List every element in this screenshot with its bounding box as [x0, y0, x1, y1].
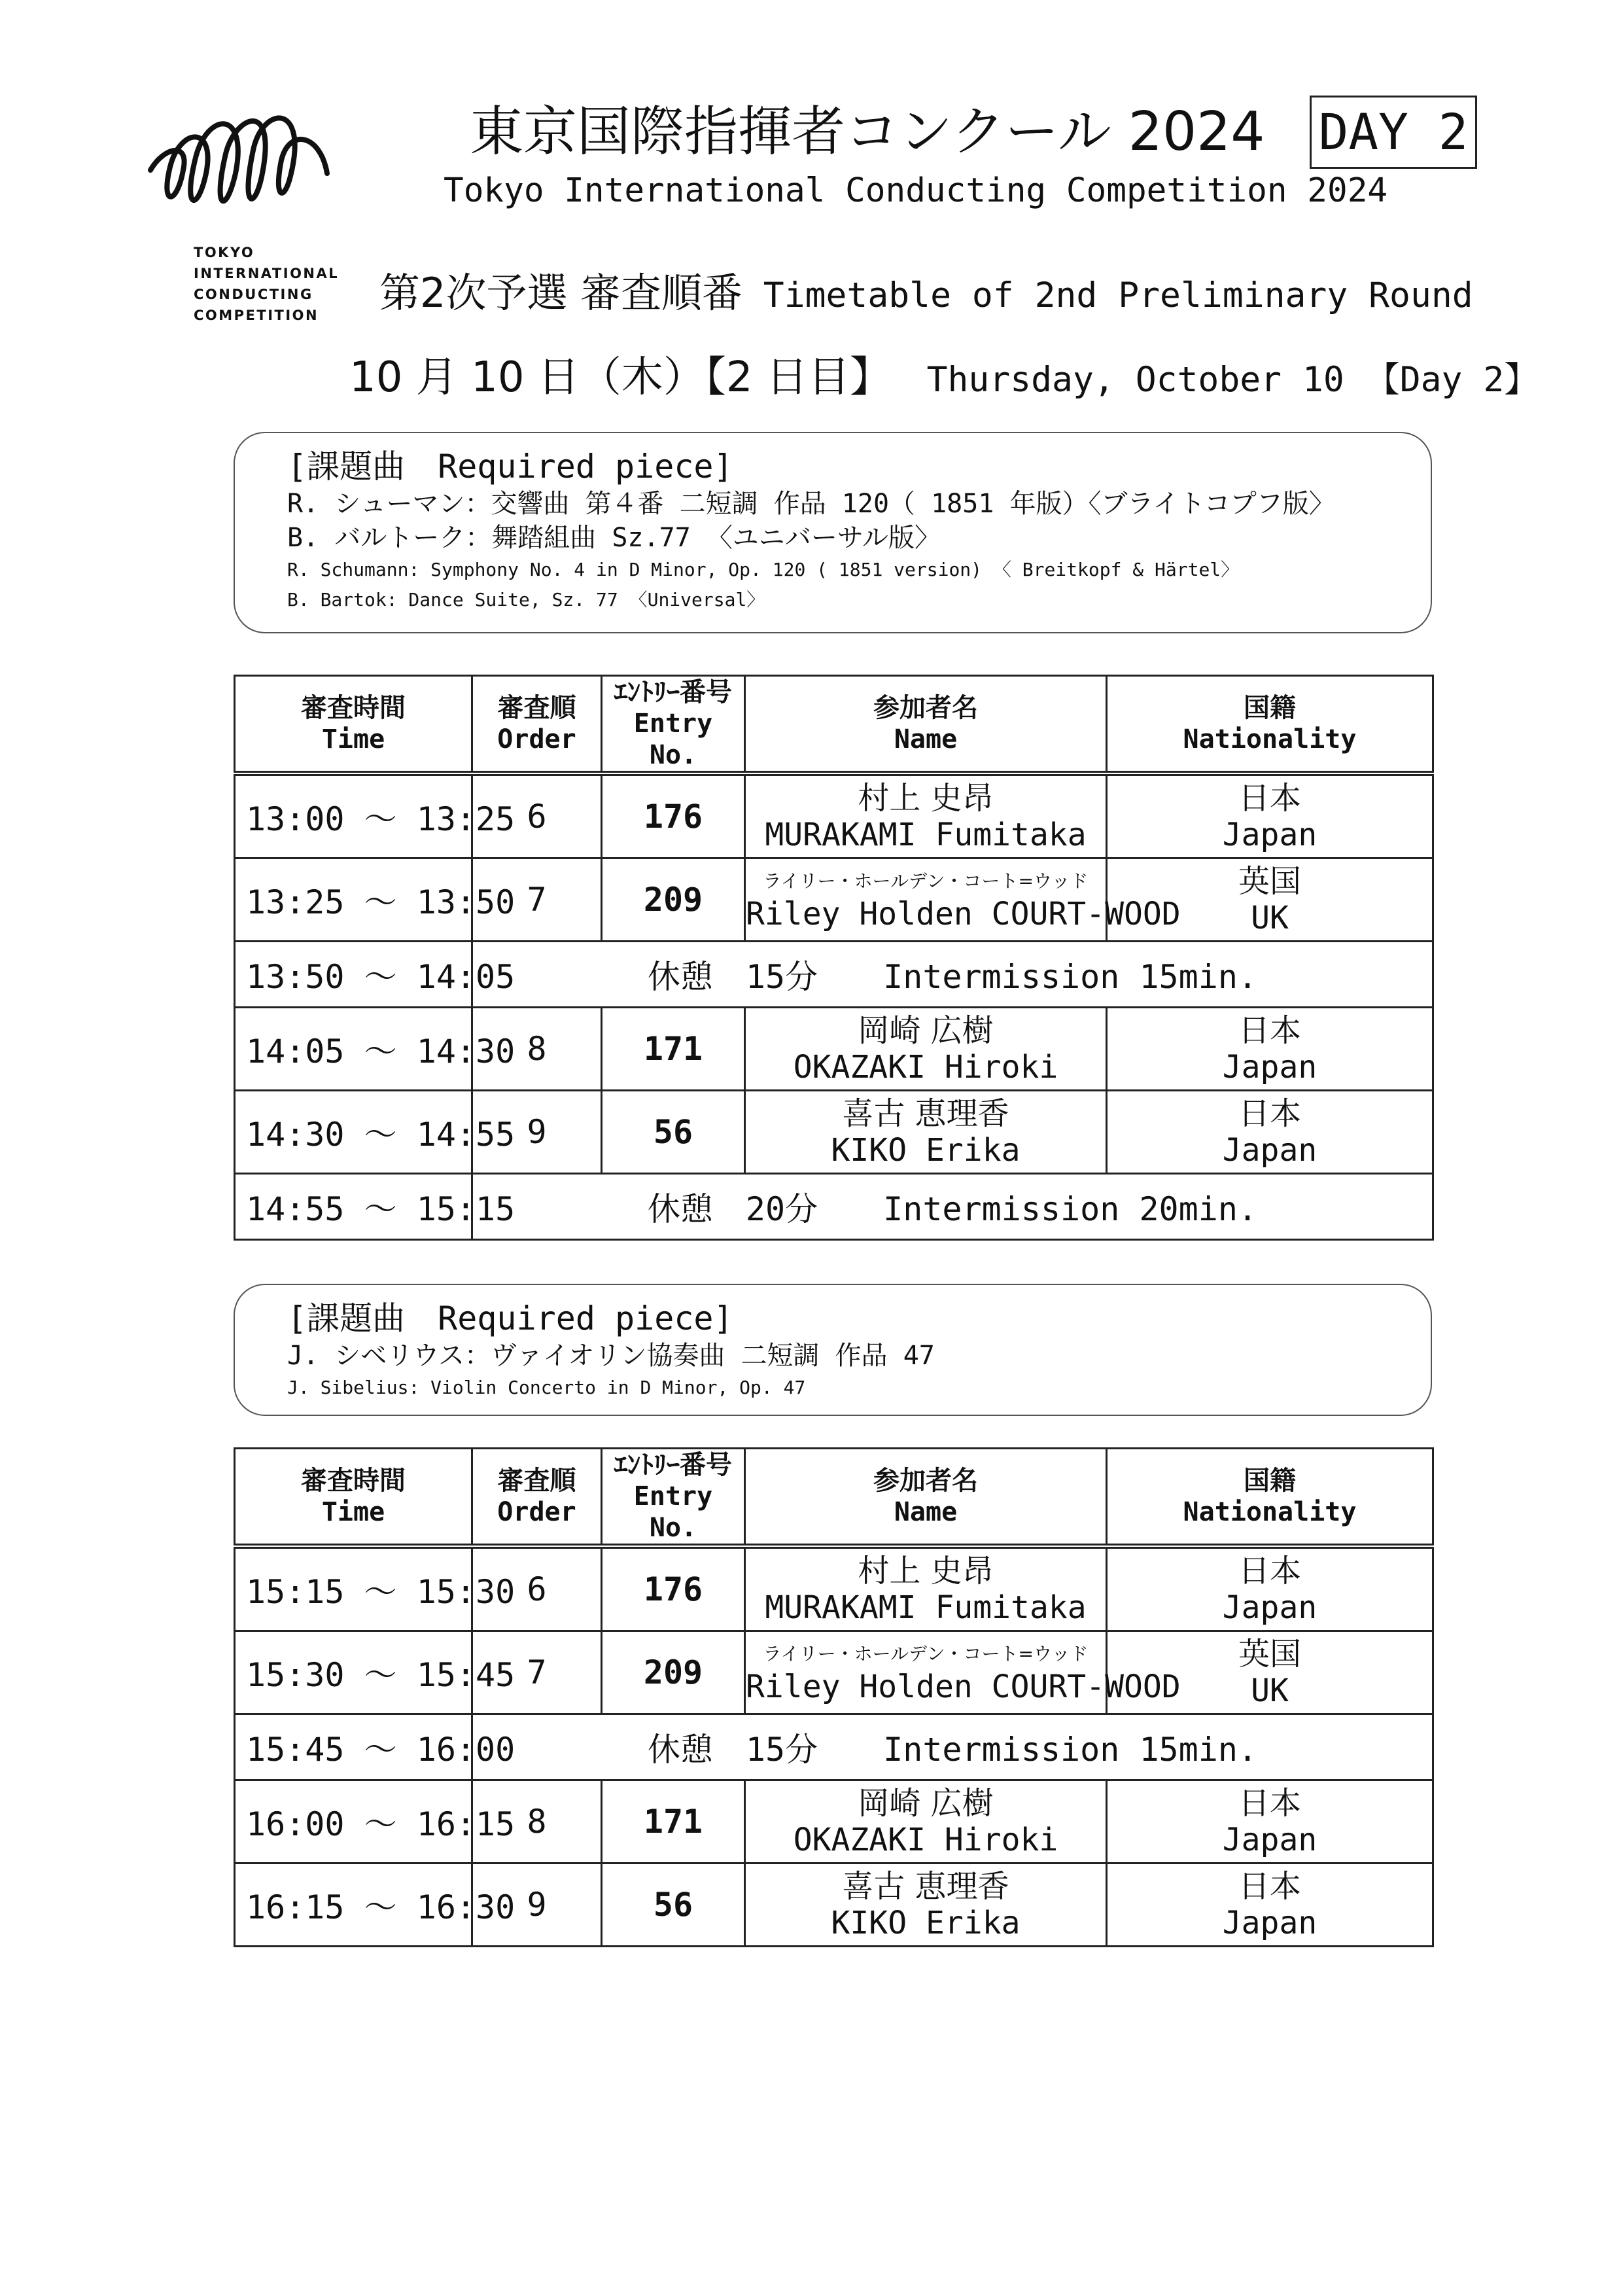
col-header-time	[235, 676, 472, 774]
header-label: 国籍	[1244, 693, 1296, 723]
nationality-japanese: 英国	[1238, 1636, 1301, 1672]
page-title-english: Tokyo International Conducting Competition 2024	[444, 171, 1388, 210]
header-label: 審査時間	[301, 693, 406, 723]
header-label: Nationality	[1183, 724, 1357, 754]
header-label: 参加者名	[873, 1466, 978, 1496]
intermission-row	[235, 942, 1433, 1008]
header-label: Order	[497, 1497, 576, 1527]
entry-cell: 209	[602, 858, 745, 942]
timetable-session2	[234, 1447, 1434, 1947]
header-label: Name	[894, 724, 958, 754]
header-label: 審査時間	[301, 1466, 406, 1496]
col-header-name	[745, 1449, 1107, 1547]
intermission-row	[235, 1174, 1433, 1240]
nationality-japanese: 日本	[1238, 1095, 1301, 1132]
header-label: ｴﾝﾄﾘｰ番号	[614, 1450, 732, 1480]
name-cell	[745, 773, 1107, 858]
intermission-cell: 休憩 15分 Intermission 15min.	[472, 1714, 1433, 1780]
name-cell	[745, 858, 1181, 942]
logo-line: COMPETITION	[194, 308, 319, 323]
nationality-cell	[1107, 1091, 1433, 1174]
order-cell: 7	[472, 858, 602, 942]
table-header-row	[235, 676, 1433, 774]
time-cell: 16:15 ～ 16:30	[235, 1863, 472, 1947]
nationality-cell	[1107, 1008, 1433, 1091]
name-japanese: 岡崎 広樹	[858, 1785, 994, 1822]
name-japanese: 岡崎 広樹	[858, 1012, 994, 1049]
nationality-japanese: 日本	[1238, 780, 1301, 817]
header-label: Entry No.	[633, 709, 713, 770]
entry-cell: 171	[602, 1008, 745, 1091]
name-cell	[745, 1091, 1107, 1174]
intermission-cell: 休憩 20分 Intermission 20min.	[472, 1174, 1433, 1240]
time-cell: 13:00 ～ 13:25	[235, 773, 472, 858]
order-cell: 7	[472, 1631, 602, 1714]
nationality-cell	[1107, 773, 1433, 858]
page-title-japanese: 東京国際指揮者コンクール 2024	[470, 101, 1265, 163]
name-english: Riley Holden COURT-WOOD	[746, 896, 1181, 932]
nationality-english: Japan	[1222, 1049, 1318, 1086]
name-english: OKAZAKI Hiroki	[793, 1049, 1058, 1086]
col-header-order	[472, 1449, 602, 1547]
order-cell: 6	[472, 773, 602, 858]
col-header-entry	[602, 676, 745, 774]
time-cell: 14:05 ～ 14:30	[235, 1008, 472, 1091]
nationality-cell	[1107, 1546, 1433, 1631]
required-piece-en: R. Schumann: Symphony No. 4 in D Minor, Op. 120 ( 1851 version) 〈 Breitkopf & Härtel〉	[287, 559, 1240, 580]
entry-cell: 56	[602, 1091, 745, 1174]
table-row	[235, 1091, 1433, 1174]
order-cell: 9	[472, 1091, 602, 1174]
date-japanese: 10 月 10 日（木）【2 日目】	[349, 353, 892, 402]
time-cell: 16:00 ～ 16:15	[235, 1780, 472, 1863]
name-cell	[745, 1780, 1107, 1863]
header-label: 審査順	[497, 1466, 576, 1496]
name-english: KIKO Erika	[831, 1905, 1021, 1941]
date-english: Thursday, October 10 【Day 2】	[926, 360, 1539, 400]
entry-cell: 176	[602, 1546, 745, 1631]
time-cell: 15:45 ～ 16:00	[235, 1714, 472, 1780]
name-japanese: 喜古 恵理香	[842, 1095, 1009, 1132]
name-cell	[745, 1631, 1181, 1714]
competition-logo-icon	[144, 95, 366, 222]
name-japanese: 喜古 恵理香	[842, 1868, 1009, 1905]
required-piece-jp: B. バルトーク：舞踏組曲 Sz.77 〈ユニバーサル版〉	[287, 523, 941, 553]
nationality-english: UK	[1251, 900, 1289, 936]
nationality-english: Japan	[1222, 1132, 1318, 1169]
logo-line: CONDUCTING	[194, 287, 313, 302]
header-label: 審査順	[497, 693, 576, 723]
table-row	[235, 858, 1433, 942]
required-piece-title: [課題曲 Required piece]	[287, 448, 733, 486]
required-piece-en: B. Bartok: Dance Suite, Sz. 77 〈Universal〉	[287, 589, 765, 610]
nationality-japanese: 英国	[1238, 863, 1301, 900]
time-cell: 13:50 ～ 14:05	[235, 942, 472, 1008]
required-piece-jp: J. シベリウス：ヴァイオリン協奏曲 二短調 作品 47	[287, 1341, 935, 1371]
required-piece-en: J. Sibelius: Violin Concerto in D Minor, Op. 47	[287, 1377, 806, 1398]
header-label: Nationality	[1183, 1497, 1357, 1527]
required-piece-box-session1	[234, 432, 1432, 633]
name-japanese: 村上 史昂	[858, 780, 994, 817]
name-cell	[745, 1546, 1107, 1631]
order-cell: 9	[472, 1863, 602, 1947]
entry-cell: 56	[602, 1863, 745, 1947]
required-piece-box-session2	[234, 1284, 1432, 1416]
time-cell: 15:30 ～ 15:45	[235, 1631, 472, 1714]
name-english: MURAKAMI Fumitaka	[765, 1589, 1087, 1626]
header-label: ｴﾝﾄﾘｰ番号	[614, 677, 732, 707]
time-cell: 14:30 ～ 14:55	[235, 1091, 472, 1174]
header-label: 国籍	[1244, 1466, 1296, 1496]
nationality-japanese: 日本	[1238, 1868, 1301, 1905]
intermission-cell: 休憩 15分 Intermission 15min.	[472, 942, 1433, 1008]
nationality-english: Japan	[1222, 817, 1318, 853]
logo-line: TOKYO	[194, 245, 255, 260]
logo-line: INTERNATIONAL	[194, 266, 340, 281]
nationality-english: Japan	[1222, 1905, 1318, 1941]
entry-cell: 176	[602, 773, 745, 858]
header-label: Entry No.	[633, 1481, 713, 1543]
nationality-japanese: 日本	[1238, 1012, 1301, 1049]
date-heading	[349, 344, 1539, 404]
name-english: OKAZAKI Hiroki	[793, 1822, 1058, 1858]
nationality-japanese: 日本	[1238, 1553, 1301, 1589]
nationality-japanese: 日本	[1238, 1785, 1301, 1822]
table-header-row	[235, 1449, 1433, 1547]
table-row	[235, 1863, 1433, 1947]
nationality-english: Japan	[1222, 1822, 1318, 1858]
name-cell	[745, 1008, 1107, 1091]
nationality-english: Japan	[1222, 1589, 1318, 1626]
required-piece-title: [課題曲 Required piece]	[287, 1299, 733, 1337]
col-header-order	[472, 676, 602, 774]
col-header-entry	[602, 1449, 745, 1547]
header-label: 参加者名	[873, 693, 978, 723]
name-english: MURAKAMI Fumitaka	[765, 817, 1087, 853]
entry-cell: 209	[602, 1631, 745, 1714]
round-heading	[379, 260, 1473, 319]
round-heading-japanese: 第2次予選 審査順番	[379, 269, 743, 317]
header-label: Name	[894, 1497, 958, 1527]
col-header-time	[235, 1449, 472, 1547]
col-header-nationality	[1107, 1449, 1433, 1547]
round-heading-english: Timetable of 2nd Preliminary Round	[763, 275, 1473, 315]
table-row	[235, 1780, 1433, 1863]
table-row	[235, 1008, 1433, 1091]
header-label: Order	[497, 724, 576, 754]
order-cell: 8	[472, 1008, 602, 1091]
name-japanese: ライリー・ホールデン・コート=ウッド	[763, 870, 1089, 892]
name-cell	[745, 1863, 1107, 1947]
header-label: Time	[321, 1497, 385, 1527]
nationality-english: UK	[1251, 1672, 1289, 1709]
col-header-name	[745, 676, 1107, 774]
table-row	[235, 1631, 1433, 1714]
intermission-row	[235, 1714, 1433, 1780]
table-row	[235, 1546, 1433, 1631]
name-japanese: ライリー・ホールデン・コート=ウッド	[763, 1643, 1089, 1665]
required-piece-jp: R. シューマン：交響曲 第４番 二短調 作品 120（ 1851 年版）〈ブライトコプフ版〉	[287, 489, 1335, 519]
day-badge: DAY 2	[1310, 96, 1477, 169]
col-header-nationality	[1107, 676, 1433, 774]
order-cell: 6	[472, 1546, 602, 1631]
order-cell: 8	[472, 1780, 602, 1863]
time-cell: 15:15 ～ 15:30	[235, 1546, 472, 1631]
timetable-session1	[234, 675, 1434, 1241]
time-cell: 14:55 ～ 15:15	[235, 1174, 472, 1240]
nationality-cell	[1107, 1780, 1433, 1863]
name-english: KIKO Erika	[831, 1132, 1021, 1169]
nationality-cell	[1107, 1863, 1433, 1947]
header-label: Time	[321, 724, 385, 754]
table-row	[235, 773, 1433, 858]
time-cell: 13:25 ～ 13:50	[235, 858, 472, 942]
name-japanese: 村上 史昂	[858, 1553, 994, 1589]
entry-cell: 171	[602, 1780, 745, 1863]
name-english: Riley Holden COURT-WOOD	[746, 1669, 1181, 1705]
logo-wordmark	[194, 242, 339, 326]
